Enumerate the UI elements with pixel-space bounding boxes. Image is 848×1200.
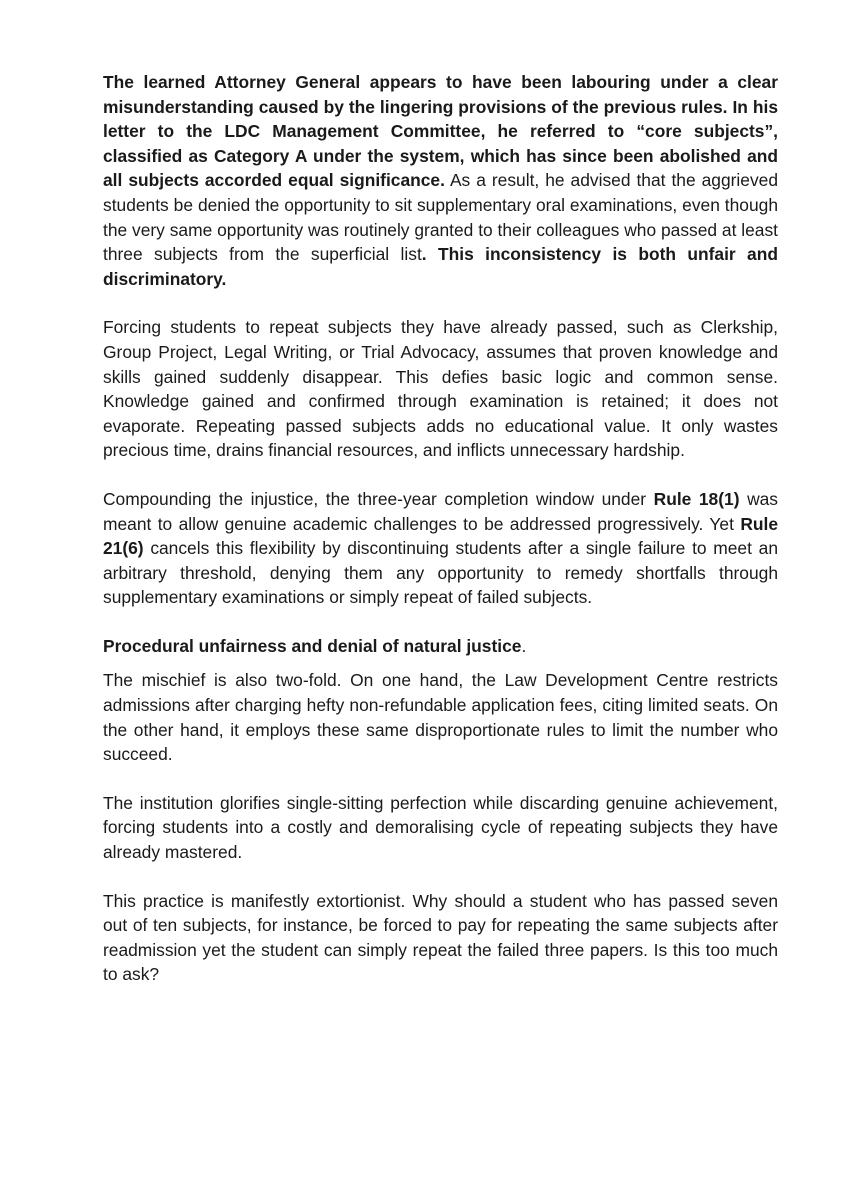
rule-reference: Rule 21(6)	[103, 513, 778, 559]
paragraph-run: This practice is manifestly extortionist. Why should a student who has passed seven out of ten subjects, for instance, be forced to pay for repeating the same subjects after readmission yet the student can simply repeat the failed three papers. Is this too much to ask?	[103, 890, 778, 985]
paragraph-run: . This inconsistency is both unfair and discriminatory.	[103, 244, 778, 289]
paragraph-single-sitting	[103, 791, 778, 865]
section-heading-text: Procedural unfairness and denial of natural justice	[103, 635, 522, 656]
paragraph-extortionist	[103, 889, 778, 987]
paragraph-run: The learned Attorney General appears to have been labouring under a clear misunderstanding caused by the lingering provisions of the previous rules. In his letter to the LDC Management Committee, he referred to “core subjects”, classified as Category A under the system, which has since been abolished and all subjects accorded equal significance.	[103, 72, 778, 191]
paragraph-run: The mischief is also two-fold. On one hand, the Law Development Centre restricts admissions after charging hefty non-refundable application fees, citing limited seats. On the other hand, it employs these same disproportionate rules to limit the number who succeed.	[103, 670, 778, 765]
paragraph-run: The institution glorifies single-sitting perfection while discarding genuine achievement, forcing students into a costly and demoralising cycle of repeating subjects they have already mastered.	[103, 792, 778, 863]
paragraph-completion-window	[103, 487, 778, 610]
section-heading	[103, 634, 778, 659]
paragraph-run: .	[521, 635, 527, 656]
paragraph-run: Compounding the injustice, the three-year completion window under	[103, 488, 654, 509]
paragraph-run: cancels this flexibility by discontinuing students after a single failure to meet an arbitrary threshold, denying them any opportunity to remedy shortfalls through supplementary examinations or simply repeat of failed subjects.	[103, 538, 778, 608]
paragraph-run: Forcing students to repeat subjects they have already passed, such as Clerkship, Group Project, Legal Writing, or Trial Advocacy, assumes that proven knowledge and skills gained suddenly disappear. This defies basic logic and common sense. Knowledge gained and confirmed through examination is retained; it does not evaporate. Repeating passed subjects adds no educational value. It only wastes precious time, drains financial resources, and inflicts unnecessary hardship.	[103, 317, 778, 461]
rule-reference: Rule 18(1)	[653, 488, 740, 509]
paragraph-run: was meant to allow genuine academic challenges to be addressed progressively. Yet	[103, 488, 778, 534]
paragraph-two-fold-mischief	[103, 668, 778, 766]
paragraph-run: As a result, he advised that the aggrieved students be denied the opportunity to sit supplementary oral examinations, even though the very same opportunity was routinely granted to their colleagues who passed at least three subjects from the superficial list	[103, 170, 778, 265]
paragraph-repeating-subjects	[103, 315, 778, 463]
document-page	[103, 70, 778, 987]
paragraph-attorney-general	[103, 70, 778, 291]
